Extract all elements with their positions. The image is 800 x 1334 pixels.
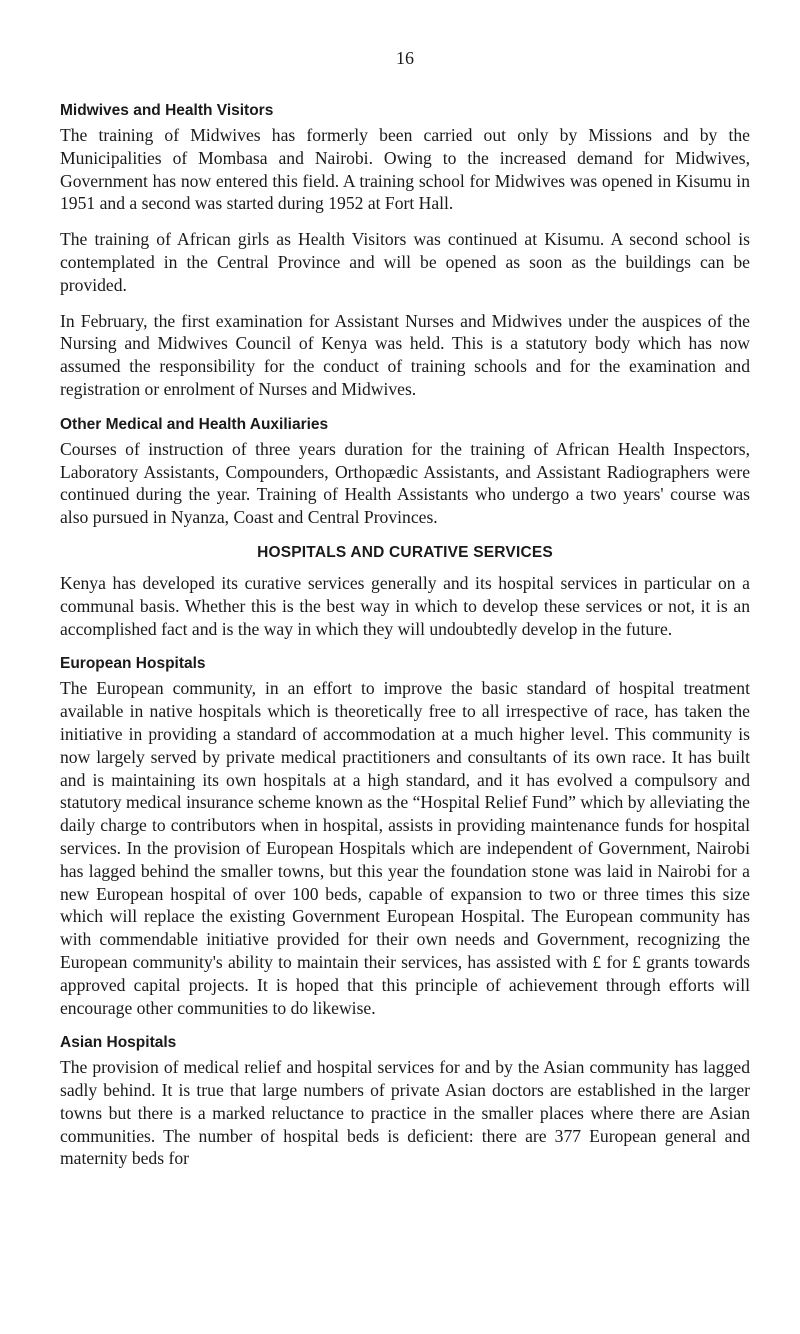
section-hospitals — [60, 542, 750, 640]
paragraph: The training of Midwives has formerly been carried out only by Missions and by the Municipalities of Mombasa and Nairobi. Owing to the increased demand for Midwives, Government has now entered this field. A training school for Midwives was opened in Kisumu in 1951 and a second was started during 1952 at Fort Hall. — [60, 125, 750, 214]
section-european-hospitals — [60, 653, 750, 1019]
paragraph: The provision of medical relief and hospital services for and by the Asian community has lagged sadly behind. It is true that large numbers of private Asian doctors are established in the larger towns but there is a marked reluctance to practice in the smaller places where there are Asian communities. The number of hospital beds is deficient: there are 377 European general and maternity beds for — [60, 1057, 750, 1169]
section-heading-european-hospitals: European Hospitals — [60, 655, 206, 673]
paragraph: Courses of instruction of three years duration for the training of African Health Inspectors, Laboratory Assistants, Compounders, Orthopædic Assistants, and Assistant Radiographers were continued during the year. Training of Health Assistants who undergo a two years' course was also pursued in Nyanza, Coast and Central Provinces. — [60, 438, 750, 528]
paragraph: In February, the first examination for Assistant Nurses and Midwives under the auspices of the Nursing and Midwives Council of Kenya was held. This is a statutory body which has now assumed the responsibility for the conduct of training schools and for the examination and registration or enrolment of Nurses and Midwives. — [60, 310, 750, 399]
section-other-auxiliaries — [60, 414, 750, 529]
section-asian-hospitals — [60, 1032, 750, 1170]
page-number: 16 — [396, 48, 414, 68]
paragraph: The European community, in an effort to improve the basic standard of hospital treatment available in native hospitals which is theoretically free to all irrespective of race, has taken the initiative in providing a standard of accommodation at a much higher level. This community is now largely served by private medical practitioners and consultants of its own race. It has built and is maintaining its own hospitals at a high standard, and it has evolved a compulsory and statutory medical insurance scheme known as the “Hospital Relief Fund” which by alleviating the daily charge to contributors when in hospital, assists in providing maintenance funds for hospital services. In the provision of European Hospitals which are independent of Government, Nairobi has lagged behind the smaller towns, but this year the foundation stone was laid in Nairobi for a new European hospital of over 100 beds, capable of expansion to two or three times this size which will replace the existing Government European Hospital. The European community has with commendable initiative provided for their own needs and Government, recognizing the European community's ability to maintain their services, has assisted with £ for £ grants towards approved capital projects. It is hoped that this principle of achievement through efforts will encourage other communities to do likewise. — [60, 678, 750, 1018]
section-heading-midwives: Midwives and Health Visitors — [60, 102, 274, 119]
section-heading-other-auxiliaries: Other Medical and Health Auxiliaries — [60, 415, 329, 433]
section-midwives — [60, 100, 750, 401]
paragraph: Kenya has developed its curative services generally and its hospital services in particular on a communal basis. Whether this is the best way in which to develop these services or not, it is an accomplished fact and is the way in which they will undoubtedly develop in the future. — [60, 572, 750, 639]
section-heading-hospitals: HOSPITALS AND CURATIVE SERVICES — [257, 543, 553, 561]
section-heading-asian-hospitals: Asian Hospitals — [60, 1034, 177, 1052]
paragraph: The training of African girls as Health Visitors was continued at Kisumu. A second school is contemplated in the Central Province and will be opened as soon as the buildings can be provided. — [60, 229, 750, 295]
